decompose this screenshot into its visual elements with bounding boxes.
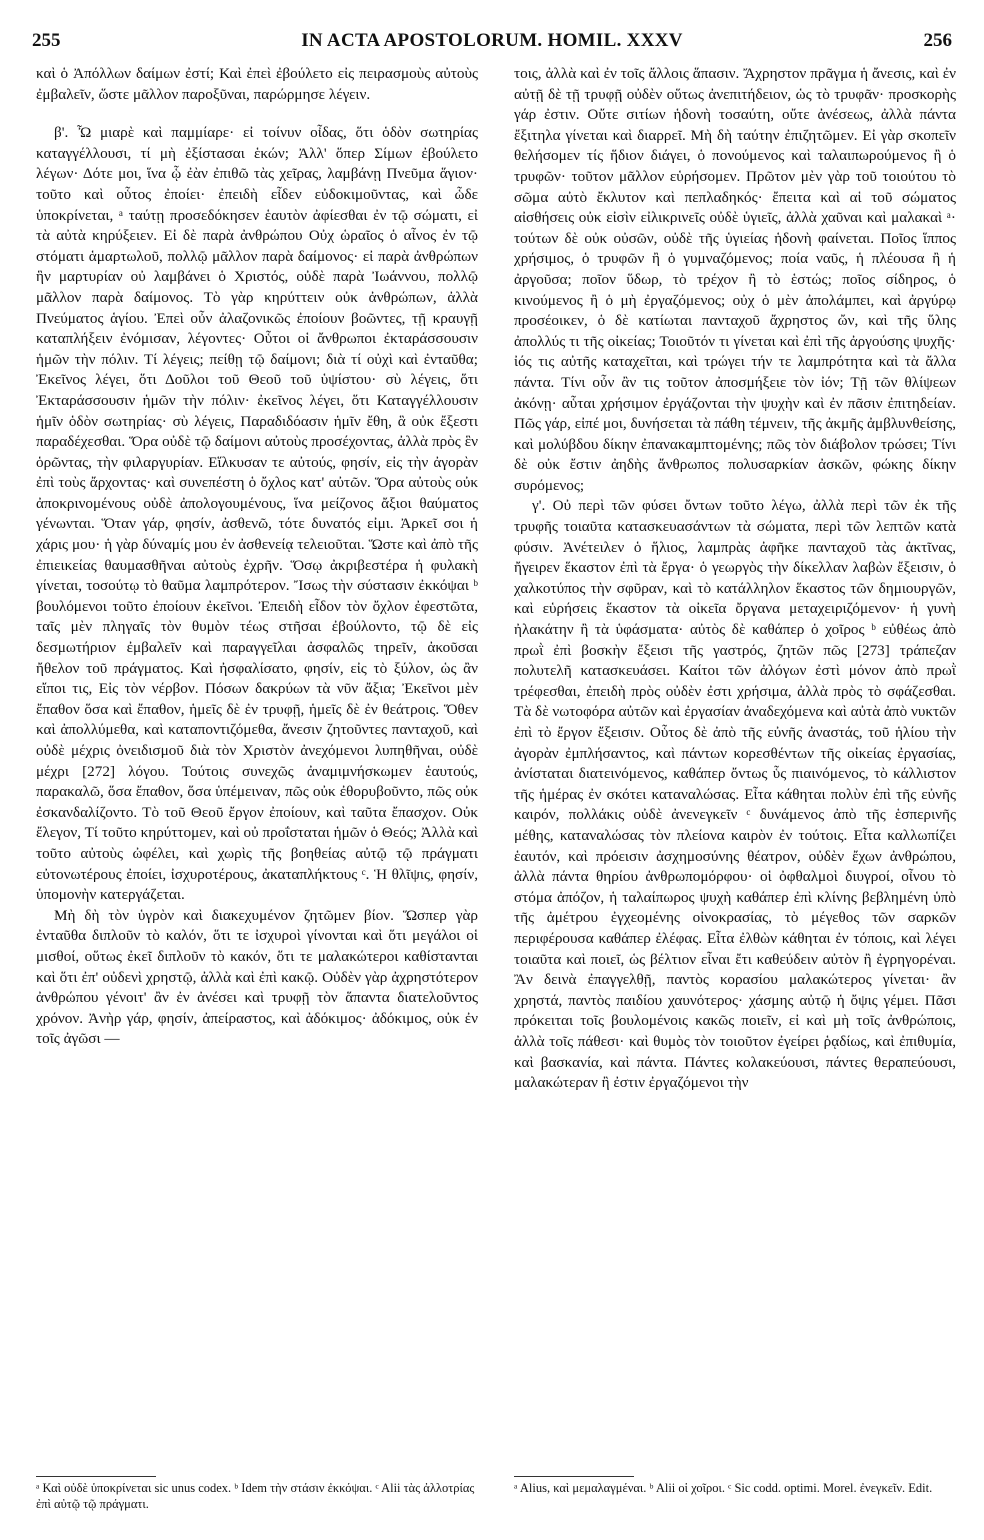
right-column [514,64,956,1094]
page-number-left: 255 [32,30,61,51]
footnote-divider [514,1476,634,1477]
footnotes-left [36,1480,478,1512]
footnote: ᵃ Καὶ οὐδὲ ὑποκρίνεται sic unus codex. ᵇ Idem τὴν στάσιν ἐκκόψαι. ᶜ Alii τὰς ἀλλοτρίας ἐπὶ αὐτῷ τῷ πράγματι. [36,1481,475,1511]
footnote: ᵃ Alius, καὶ μεμαλαγμέναι. ᵇ Alii οἱ χοῖροι. ᶜ Sic codd. optimi. Morel. ἐνεγκεῖν. Edit. [514,1481,933,1495]
running-title: IN ACTA APOSTOLORUM. HOMIL. XXXV [301,30,683,51]
page-number-right: 256 [923,30,952,51]
footnote-divider [36,1476,156,1477]
paragraph: τοις, ἀλλὰ καὶ ἐν τοῖς ἄλλοις ἅπασιν. Ἄχρηστον πρᾶγμα ἡ ἄνεσις, καὶ ἐν αὐτῇ δὲ τῇ τρυφῇ οὐδὲν οὕτως ἀνεπιτήδειον, ὡς τὸ τρυφᾶν· προσκορὴς γάρ ἐστιν. Οὔτε σιτίων ἡδονὴ τοσαύτη, οὔτε ἀνέσεως, ἀλλὰ πάντα ἔξιτηλα γίνεται καὶ διαρρεῖ. Μὴ δὴ ταύτην ἐπιζητῶμεν. Εἰ γὰρ σκοπεῖν θελήσομεν τίς ἥδιον διάγει, ὁ πονούμενος καὶ ταλαιπωρούμενος ἢ ὁ τρυφῶν· τοῦτον μᾶλλον εὑρήσομεν. Πρῶτον μὲν γὰρ τοῦ τοιούτου τὸ σῶμα αὐτὸ ἔκλυτον καὶ πεπλαδηκός· ἔπειτα καὶ αἱ τοῦ σώματος αἰσθήσεις οὐκ εἰσὶν εἰλικρινεῖς οὐδὲ ὑγιεῖς, ἀλλὰ χαῦναι καὶ μαλακαὶ ᵃ· τούτων δὲ οὐκ οὐσῶν, οὐδὲ τῆς ὑγιείας ἡδονὴ φαίνεται. Ποῖος ἵππος χρήσιμος, ὁ τρυφῶν ἢ ὁ γυμναζόμενος; ποία ναῦς, ἡ πλέουσα ἢ ἡ ἀργοῦσα; ποῖον ὕδωρ, τὸ τρέχον ἢ τὸ ἑστώς; ποῖος σίδηρος, ὁ κινούμενος ἢ ὁ μὴ ἐργαζόμενος; οὐχ ὁ μὲν ἀπολάμπει, καὶ ἀργύρῳ προσέοικεν, ὁ δὲ κατίωται πανταχοῦ ἄχρηστος ὤν, καὶ τῆς ὕλης ἀπολλύς τι τῆς οἰκείας; Τοιοῦτόν τι γίνεται καὶ ἐπὶ τῆς ἀργούσης ψυχῆς· ἰός τις αὐτῆς καταχεῖται, καὶ τρώγει τήν τε λαμπρότητα καὶ τὰ ἄλλα πάντα. Τίνι οὖν ἂν τις τοῦτον ἀποσμήξειε τὸν ἰόν; Τῇ τῶν θλίψεων ἀκόνῃ· αὗται χρήσιμον ἐργάζονται τὴν ψυχὴν καὶ ἐν πᾶσιν ἐπιτηδείαν. Πῶς γάρ, εἰπέ μοι, δυνήσεται τὰ πάθη τέμνειν, τῆς ἀκμῆς ἀμβλυνθείσης, καὶ μολύβδου δίκην ἐπανακαμπτομένης; πῶς τὸν διάβολον τρώσει; Τίνι δὲ οὐκ ἔστιν ἀηδὴς ἄνθρωπος πολυσαρκίαν ἀσκῶν, φώκης δίκην συρόμενος; [514,65,956,494]
paragraph: γ'. Οὐ περὶ τῶν φύσει ὄντων τοῦτο λέγω, ἀλλὰ περὶ τῶν ἐκ τῆς τρυφῆς τοιαῦτα κατασκευασάντων τὰ σώματα, περὶ τῶν λεπτῶν κατὰ φύσιν. Ἀνέτειλεν ὁ ἥλιος, λαμπρὰς ἀφῆκε πανταχοῦ τὰς ἀκτῖνας, ἤγειρεν ἕκαστον ἐπὶ τὰ ἔργα· ὁ γεωργὸς τὴν δίκελλαν λαβὼν ἔξεισιν, ὁ χαλκοτύπος τὴν σφῦραν, καὶ τὸ κατάλληλον ἕκαστος τῶν δημιουργῶν, καὶ εὑρήσεις ἕκαστον τὰ οἰκεῖα ὄργανα μεταχειριζόμενον· ἡ γυνὴ ἠλακάτην ἢ τὰ ὑφάσματα· αὐτὸς δὲ καθάπερ ὁ χοῖρος ᵇ εὐθέως ἀπὸ πρωῒ ἐπὶ βοσκὴν ἔξεισι τῆς γαστρός, ζητῶν πῶς [273] τράπεζαν πολυτελῆ κατασκευάσει. Καίτοι τῶν ἀλόγων ἐστὶ μόνον ἀπὸ πρωῒ τρέφεσθαι, ἐπειδὴ πρὸς οὐδὲν ἐστι χρήσιμα, ἀλλὰ πρὸς τὸ σφάζεσθαι. Τὰ δὲ νωτοφόρα αὐτῶν καὶ ἐργασίαν ἀναδεχόμενα καὶ αὐτὰ ἀπὸ νυκτῶν ἐπὶ τὸ ἔργον ἔξεισιν. Οὗτος δὲ ἀπὸ τῆς εὐνῆς ἀναστάς, τοῦ ἡλίου τὴν ἀγορὰν ἐμπλήσαντος, καὶ πάντων κορεσθέντων τῆς οἰκείας ἐργασίας, ἀνίσταται διατεινόμενος, καθάπερ ὄντως ὗς πιαινόμενος, τὸ κάλλιστον τῆς ἡμέρας ἐν σκότει καταναλώσας. Εἶτα κάθηται πολὺν ἐπὶ τῆς εὐνῆς καιρόν, πολλάκις οὐδὲ ἀνενεγκεῖν ᶜ δυνάμενος ἀπὸ τῆς ἑσπερινῆς μέθης, καταναλώσας τὸν πλείονα καιρὸν ἐν τούτοις. Εἶτα καλλωπίζει ἑαυτόν, καὶ πρόεισιν ἀσχημοσύνης θέατρον, οὐδὲν ἔχων ἀνθρώπου, ἀλλὰ πάντα θηρίου ἀνθρωπομόρφου· οἱ ὀφθαλμοὶ διυγροί, οἶνου τὸ στόμα ἀπόζον, ἡ ταλαίπωρος ψυχὴ καθάπερ ἐπὶ κλίνης βεβλημένη ὑπὸ τῆς ἀμέτρου ἐγχεομένης οἰνοκρασίας, τὸ μέγεθος τῶν σαρκῶν περιφέρουσα καθάπερ ἐλέφας. Εἶτα ἐλθὼν κάθηται ἐν τόποις, καὶ λέγει τοιαῦτα καὶ ποιεῖ, ὡς βέλτιον εἶναι ἔτι καθεύδειν αὐτὸν ἢ ἐγρηγορέναι. Ἂν δεινὰ ἐπαγγελθῇ, παντὸς κορασίου μαλακώτερος γίνεται· ἂν χρηστά, παντὸς παιδίου χαυνότερος· χάσμης αὐτῷ ἡ ὄψις γέμει. Πᾶσι πρόκειται τοῖς βουλομένοις κακῶς ποιεῖν, εἰ καὶ μὴ τοῖς ἀνθρώποις, ἀλλὰ τοῖς πάθεσι· καὶ θυμὸς τὸν τοιοῦτον ἐγείρει ῥᾳδίως, καὶ ἐπιθυμία, καὶ βασκανία, καὶ πάντα. Πάντες κολακεύουσι, πάντες θεραπεύουσι, μαλακώτεραν ἢ ἐστιν ἐργαζόμενοι τὴν [514,497,956,1092]
left-column [36,64,478,1050]
paragraph: Μὴ δὴ τὸν ὑγρὸν καὶ διακεχυμένον ζητῶμεν βίον. Ὥσπερ γὰρ ἐνταῦθα διπλοῦν τὸ καλόν, ὅτι τε ἰσχυροὶ γίνονται καὶ ὅτι μεγάλοι οἱ μισθοί, οὕτως ἐκεῖ διπλοῦν τὸ κακόν, ὅτι τε μαλακώτεροι καθίστανται καὶ ὅτι ἐπ' οὐδενὶ χρηστῷ, ἀλλὰ καὶ ἐπὶ κακῷ. Οὐδὲν γὰρ ἀχρηστότερον ἀνθρώπου γένοιτ' ἂν ἐν ἀνέσει καὶ τρυφῇ τὸν ἅπαντα διατελοῦντος χρόνον. Ἀνὴρ γάρ, φησίν, ἀπείραστος, καὶ ἀδόκιμος· ἀδόκιμος, οὐκ ἐν τοῖς ἀγῶσι — [36,906,478,1048]
footnotes-right [514,1480,956,1496]
paragraph: β'. Ὦ μιαρὲ καὶ παμμίαρε· εἰ τοίνυν οἶδας, ὅτι ὁδὸν σωτηρίας καταγγέλλουσι, τί μὴ ἐξίστασαι ἑκών; Ἀλλ' ὅπερ Σίμων ἐβούλετο λέγων· Δότε μοι, ἵνα ᾧ ἐὰν ἐπιθῶ τὰς χεῖρας, λαμβάνῃ Πνεῦμα ἅγιον· τοῦτο καὶ οὗτος ἐποίει· ἐπειδὴ εἶδεν εὐδοκιμοῦντας, καὶ ὧδε ὑποκρίνεται, ᵃ ταύτῃ προσεδόκησεν ἑαυτὸν ἀφίεσθαι ἐν τῷ σώματι, εἰ τὰ αὐτὰ κηρύξειεν. Εἰ δὲ παρὰ ἀνθρώπου Οὐχ ὡραῖος ὁ αἶνος ἐν τῷ στόματι ἁμαρτωλοῦ, πολλῷ μᾶλλον παρὰ δαίμονος· εἰ παρὰ ἀνθρώπων ἣν μαρτυρίαν οὐ λαμβάνει ὁ Χριστός, οὐδὲ παρὰ Ἰωάννου, πολλῷ μᾶλλον παρὰ δαίμονος. Τὸ γὰρ κηρύττειν οὐκ ἀνθρώπων, ἀλλὰ Πνεύματος ἁγίου. Ἐπεὶ οὖν ἀλαζονικῶς ἐποίουν βοῶντες, τῇ κραυγῇ καταπλήξειν ἐνόμισαν, λέγοντες· Οὗτοι οἱ ἄνθρωποι ἐκταράσσουσιν ἡμῶν τὴν πόλιν. Τί λέγεις; πείθῃ τῷ δαίμονι; διὰ τί οὐχὶ καὶ ἐνταῦθα; Ἐκεῖνος λέγει, ὅτι Δοῦλοι τοῦ Θεοῦ τοῦ ὑψίστου· σὺ λέγεις, ὅτι Ἐκταράσσουσιν ἡμῶν τὴν πόλιν· ἐκεῖνος λέγει, ὅτι Καταγγέλλουσιν ἡμῖν ὁδὸν σωτηρίας· σὺ λέγεις, Παραδιδόασιν ἡμῖν ἔθη, ἃ οὐκ ἔξεστι παραδέχεσθαι. Ὅρα οὐδὲ τῷ δαίμονι αὐτοὺς προσέχοντας, ἀλλὰ πρὸς ἓν ὁρῶντας, τὴν φιλαργυρίαν. Εἵλκυσαν τε αὐτούς, φησίν, εἰς τὴν ἀγορὰν ἐπὶ τοὺς ἄρχοντας· καὶ συνεπέστη ὁ ὄχλος κατ' αὐτῶν. Ὅρα αὐτοὺς οὐκ ἀποκρινομένους οὐδὲ ἀπολογουμένους, ἵνα μείζονος ἄξιοι θαύματος γένωνται. Ὅταν γάρ, φησίν, ἀσθενῶ, τότε δυνατός εἰμι. Ἀρκεῖ σοι ἡ χάρις μου· ἡ γὰρ δύναμίς μου ἐν ἀσθενείᾳ τελειοῦται. Ὥστε καὶ ἀπὸ τῆς ἐπιεικείας θαυμασθῆναι αὐτοὺς ἐχρῆν. Ὅσῳ ἀκριβεστέρα ἡ φυλακὴ γίνεται, τοσούτῳ τὸ θαῦμα λαμπρότερον. Ἴσως τὴν σύστασιν ἐκκόψαι ᵇ βουλόμενοι τοῦτο ἐποίουν ἐκεῖνοι. Ἐπειδὴ εἶδον τὸν ὄχλον ἐφεστῶτα, ταῖς μὲν πληγαῖς τὸν θυμὸν τέως στῆσαι ἐβούλοντο, τῷ δὲ εἰς δεσμωτήριον ἐμβαλεῖν καὶ παραγγεῖλαι ἀσφαλῶς τηρεῖν, ἀκοῦσαι ἤθελον τοῦ πράγματος. Καὶ ἠσφαλίσατο, φησίν, εἰς τὸ ξύλον, ὡς ἂν εἴποι τις, Εἰς τὸν νέρβον. Πόσων δακρύων τὰ νῦν ἄξια; Ἐκεῖνοι μὲν ἔπαθον ὅσα καὶ ἔπαθον, ἡμεῖς δὲ ἐν τρυφῇ, ἡμεῖς δὲ ἐν θεάτροις. Ὅθεν καὶ ἀπολλύμεθα, καὶ καταποντιζόμεθα, ἄνεσιν ζητοῦντες πανταχοῦ, καὶ οὐδὲ μέχρις ὀνειδισμοῦ διὰ τὸν Χριστὸν ἀνεχόμενοι λυπηθῆναι, οὐδὲ μέχρι [272] λόγου. Τούτοις συνεχῶς ἀναμιμνήσκωμεν ἑαυτούς, παρακαλῶ, ὅσα ἔπαθον, ὅσα ὑπέμειναν, πῶς οὐκ ἐθορυβοῦντο, πῶς οὐκ ἐσκανδαλίζοντο. Τὸ τοῦ Θεοῦ ἔργον ἐποίουν, καὶ ταῦτα ἔπασχον. Οὐκ ἔλεγον, Τί τοῦτο κηρύττομεν, καὶ οὐ προΐσταται ἡμῶν ὁ Θεός; Ἀλλὰ καὶ τοῦτο αὐτοὺς ὠφέλει, καὶ χωρὶς τῆς βοηθείας αὐτῷ τῷ πράγματι εὐτονωτέρους ἐποίει, ἰσχυροτέρους, ἀκαταπλήκτους ᶜ. Ἡ θλῖψις, φησίν, ὑπομονὴν κατεργάζεται. [36,124,478,904]
running-header [32,30,952,56]
paragraph: καὶ ὁ Ἀπόλλων δαίμων ἐστί; Καὶ ἐπεὶ ἐβούλετο εἰς πειρασμοὺς αὐτοὺς ἐμβαλεῖν, ὥστε μᾶλλον παροξῦναι, παρώρμησε λέγειν. [36,65,478,103]
